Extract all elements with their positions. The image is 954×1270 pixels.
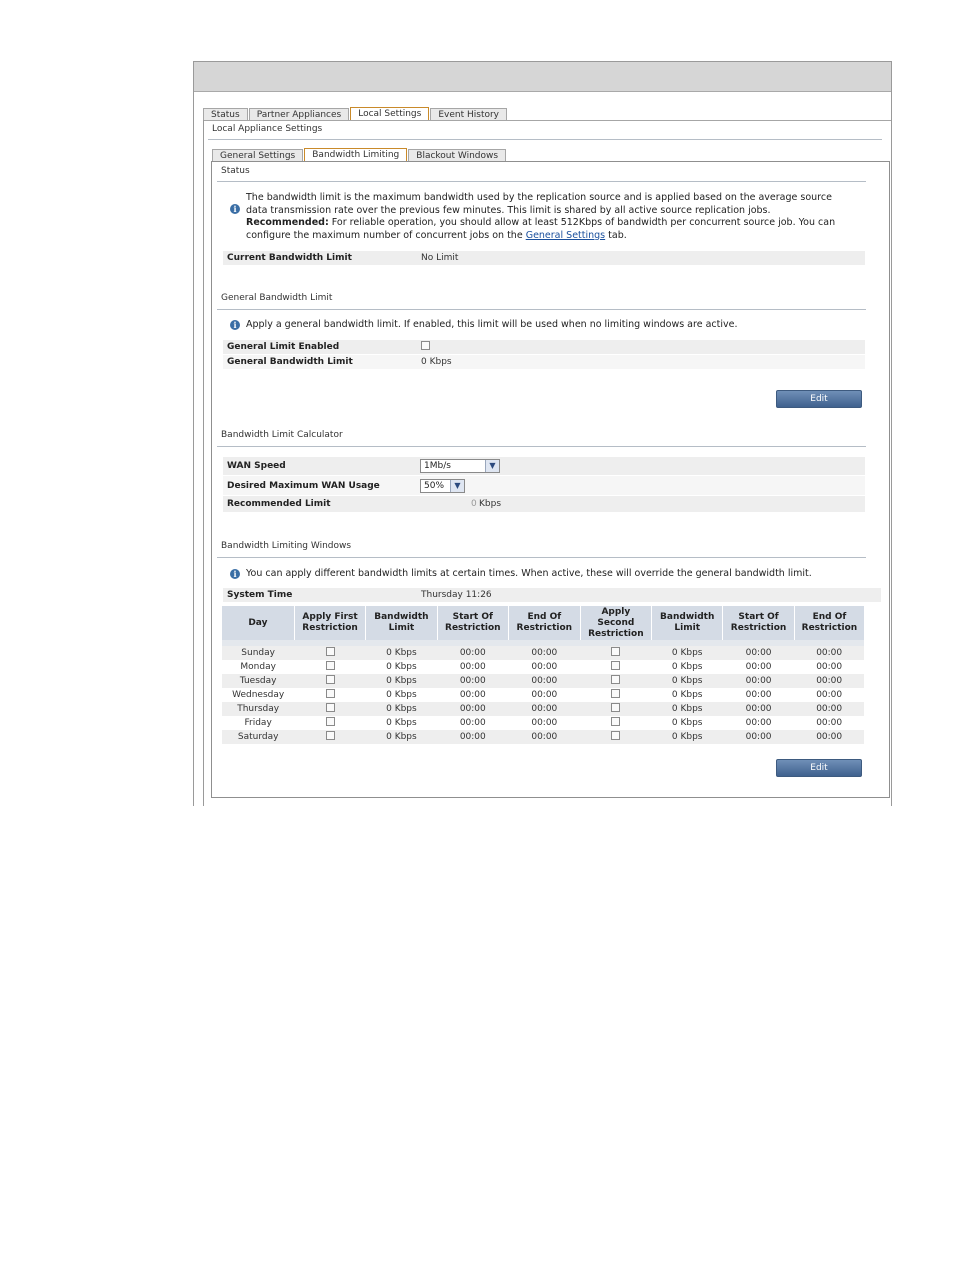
apply-first-checkbox[interactable] [326, 661, 335, 670]
info-icon: i [230, 320, 240, 330]
general-edit-button[interactable]: Edit [776, 390, 862, 408]
table-row: Wednesday 0 Kbps 00:00 00:00 0 Kbps 00:00 00:00 [222, 688, 864, 702]
apply-second-checkbox[interactable] [611, 731, 620, 740]
general-limit-enabled-checkbox[interactable] [421, 341, 430, 350]
table-row: Thursday 0 Kbps 00:00 00:00 0 Kbps 00:00 00:00 [222, 702, 864, 716]
col-start-2: Start Of Restriction [723, 606, 795, 640]
page-section-rule [208, 139, 882, 140]
current-limit-row: Current Bandwidth Limit No Limit [223, 251, 865, 265]
table-row: Monday 0 Kbps 00:00 00:00 0 Kbps 00:00 00:00 [222, 660, 864, 674]
apply-second-checkbox[interactable] [611, 661, 620, 670]
table-row: Saturday 0 Kbps 00:00 00:00 0 Kbps 00:00 00:00 [222, 730, 864, 744]
tab-status[interactable]: Status [203, 108, 248, 121]
wan-usage-row: Desired Maximum WAN Usage [223, 476, 865, 495]
table-row: Sunday 0 Kbps 00:00 00:00 0 Kbps 00:00 00:00 [222, 646, 864, 660]
system-time-row: System Time Thursday 11:26 [223, 588, 881, 602]
apply-second-checkbox[interactable] [611, 647, 620, 656]
tab-general-settings[interactable]: General Settings [212, 149, 303, 162]
windows-section-rule [217, 557, 866, 558]
wan-speed-row: WAN Speed [223, 457, 865, 475]
status-section-title: Status [221, 166, 250, 176]
status-section-rule [217, 181, 866, 182]
info-icon: i [230, 569, 240, 579]
general-limit-row: General Bandwidth Limit 0 Kbps [223, 355, 865, 369]
table-row: Tuesday 0 Kbps 00:00 00:00 0 Kbps 00:00 00:00 [222, 674, 864, 688]
windows-section-title: Bandwidth Limiting Windows [221, 541, 352, 551]
windows-info: i You can apply different bandwidth limits at certain times. When active, these will override the general bandwidth limit. [230, 568, 850, 581]
bandwidth-windows-table [222, 606, 864, 744]
recommended-limit-row: Recommended Limit 0 Kbps [223, 496, 865, 512]
general-section-rule [217, 309, 866, 310]
tab-blackout-windows[interactable]: Blackout Windows [408, 149, 506, 162]
apply-second-checkbox[interactable] [611, 703, 620, 712]
apply-first-checkbox[interactable] [326, 717, 335, 726]
col-bandwidth-2: Bandwidth Limit [652, 606, 723, 640]
col-end-1: End Of Restriction [509, 606, 581, 640]
general-enabled-row: General Limit Enabled [223, 340, 865, 354]
tab-local-settings[interactable]: Local Settings [350, 107, 429, 121]
col-bandwidth-1: Bandwidth Limit [366, 606, 437, 640]
chevron-down-icon: ▼ [485, 460, 499, 472]
table-row: Friday 0 Kbps 00:00 00:00 0 Kbps 00:00 00:00 [222, 716, 864, 730]
page-section-title: Local Appliance Settings [212, 124, 323, 134]
tab-partner-appliances[interactable]: Partner Appliances [249, 108, 350, 121]
info-icon: i [230, 204, 240, 214]
apply-first-checkbox[interactable] [326, 675, 335, 684]
col-end-2: End Of Restriction [794, 606, 864, 640]
frame-left-rule [203, 120, 204, 806]
col-apply-first: Apply First Restriction [294, 606, 366, 640]
col-start-1: Start Of Restriction [437, 606, 509, 640]
apply-first-checkbox[interactable] [326, 703, 335, 712]
general-info: i Apply a general bandwidth limit. If enabled, this limit will be used when no limiting windows are active. [230, 319, 850, 332]
main-tabs-underline [203, 120, 891, 121]
general-section-title: General Bandwidth Limit [221, 293, 333, 303]
appliance-frame [193, 61, 892, 806]
chevron-down-icon: ▼ [450, 480, 464, 492]
apply-second-checkbox[interactable] [611, 675, 620, 684]
table-header-row [222, 606, 864, 640]
apply-first-checkbox[interactable] [326, 731, 335, 740]
apply-second-checkbox[interactable] [611, 689, 620, 698]
wan-speed-select[interactable]: 1Mb/s ▼ [420, 459, 500, 473]
general-settings-link[interactable]: General Settings [525, 229, 606, 241]
apply-first-checkbox[interactable] [326, 689, 335, 698]
tab-event-history[interactable]: Event History [430, 108, 507, 121]
status-info [230, 192, 850, 242]
calculator-section-title: Bandwidth Limit Calculator [221, 430, 343, 440]
header-bar [194, 62, 891, 92]
tab-bandwidth-limiting[interactable]: Bandwidth Limiting [304, 148, 407, 162]
col-day: Day [222, 606, 294, 640]
status-info-text: The bandwidth limit is the maximum bandwidth used by the replication source and is applied based on the average source data transmission rate over the previous few minutes. This limit is shared by all active source replication jobs. Recommended: For reliable operation, you should allow at least 512Kbps of bandwidth per concurrent source job. You can configure the maximum number of concurrent jobs on the General Settings tab. [246, 192, 836, 241]
windows-edit-button[interactable]: Edit [776, 759, 862, 777]
apply-first-checkbox[interactable] [326, 647, 335, 656]
main-tabs [203, 107, 508, 121]
wan-usage-select[interactable]: 50% ▼ [420, 479, 465, 493]
apply-second-checkbox[interactable] [611, 717, 620, 726]
sub-tabs [212, 148, 507, 162]
calculator-section-rule [217, 446, 866, 447]
col-apply-second: Apply Second Restriction [580, 606, 652, 640]
